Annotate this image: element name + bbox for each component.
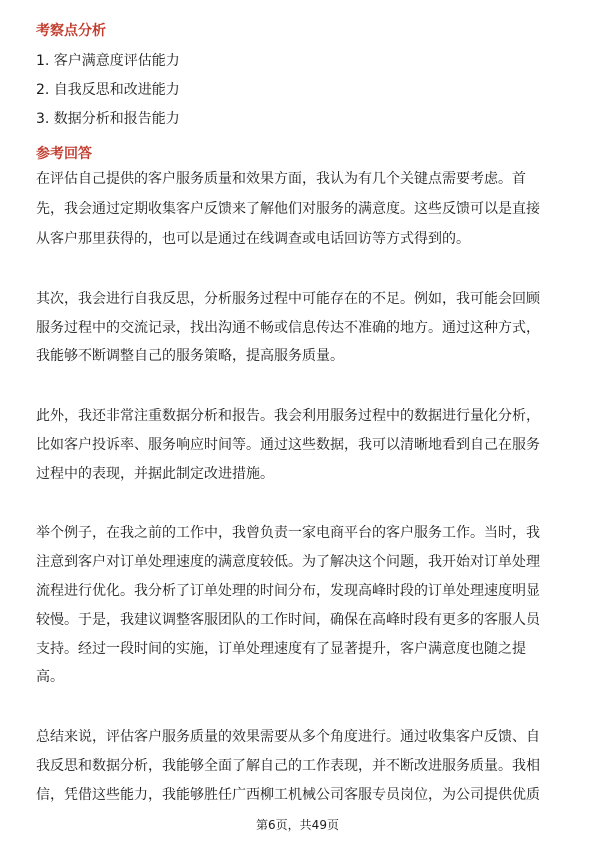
analysis-item: 2. 自我反思和改进能力 (36, 82, 180, 98)
text-line: 我能够不断调整自己的服务策略，提高服务质量。 (36, 348, 344, 364)
text-line: 此外，我还非常注重数据分析和报告。我会利用服务过程中的数据进行量化分析， (36, 408, 540, 424)
text-line: 高。 (36, 669, 64, 685)
text-line: 其次，我会进行自我反思，分析服务过程中可能存在的不足。例如，我可能会回顾 (36, 291, 540, 307)
analysis-item: 3. 数据分析和报告能力 (36, 111, 180, 127)
text-line: 较慢。于是，我建议调整客服团队的工作时间，确保在高峰时段有更多的客服人员 (36, 612, 540, 628)
text-line: 支持。经过一段时间的实施，订单处理速度有了显著提升，客户满意度也随之提 (36, 641, 526, 657)
text-line: 我反思和数据分析，我能够全面了解自己的工作表现，并不断改进服务质量。我相 (36, 758, 540, 774)
text-line: 服务过程中的交流记录，找出沟通不畅或信息传达不准确的地方。通过这种方式， (36, 320, 540, 336)
text-line: 信，凭借这些能力，我能够胜任广西柳工机械公司客服专员岗位，为公司提供优质 (36, 787, 540, 803)
text-line: 总结来说，评估客户服务质量的效果需要从多个角度进行。通过收集客户反馈、自 (36, 729, 540, 745)
text-line: 注意到客户对订单处理速度的满意度较低。为了解决这个问题，我开始对订单处理 (36, 554, 540, 570)
text-line: 在评估自己提供的客户服务质量和效果方面，我认为有几个关键点需要考虑。首 (36, 171, 526, 187)
text-line: 从客户那里获得的，也可以是通过在线调查或电话回访等方式得到的。 (36, 231, 470, 247)
text-line: 先，我会通过定期收集客户反馈来了解他们对服务的满意度。这些反馈可以是直接 (36, 201, 540, 217)
text-line: 过程中的表现，并据此制定改进措施。 (36, 466, 274, 482)
text-line: 流程进行优化。我分析了订单处理的时间分布，发现高峰时段的订单处理速度明显 (36, 583, 540, 599)
text-line: 比如客户投诉率、服务响应时间等。通过这些数据，我可以清晰地看到自己在服务 (36, 437, 540, 453)
analysis-item: 1. 客户满意度评估能力 (36, 53, 180, 69)
text-line: 举个例子，在我之前的工作中，我曾负责一家电商平台的客户服务工作。当时，我 (36, 525, 540, 541)
page-number: 第6页，共49页 (256, 818, 339, 832)
section-heading-answer: 参考回答 (36, 146, 92, 162)
section-heading-analysis: 考察点分析 (36, 23, 106, 39)
